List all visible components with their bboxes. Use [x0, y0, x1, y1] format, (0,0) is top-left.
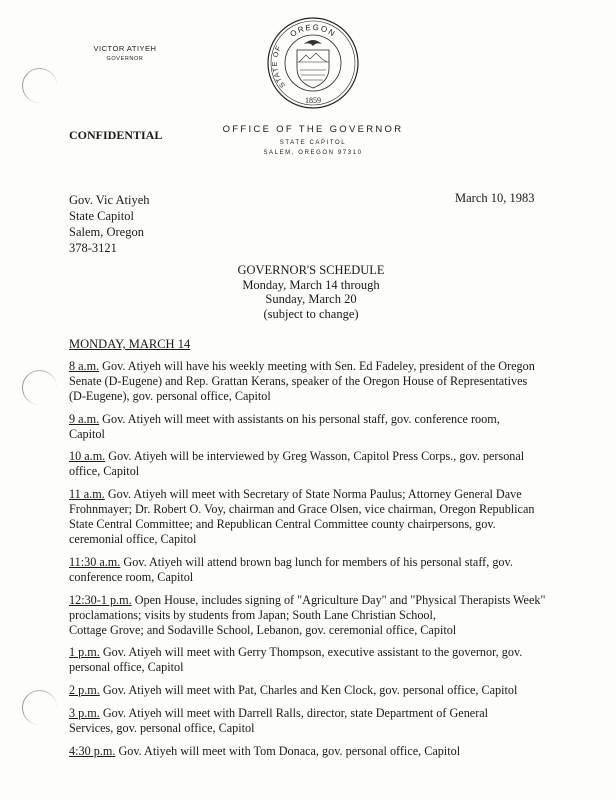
entry-time: 11 a.m. — [69, 487, 105, 501]
schedule-entry — [69, 449, 569, 479]
entry-time: 4:30 p.m. — [69, 744, 116, 758]
entry-text: Gov. Atiyeh will meet with Pat, Charles and Ken Clock, gov. personal office, Capitol — [102, 683, 518, 697]
svg-text:STATE OF — [272, 44, 287, 88]
seal-top-text: OREGON — [288, 22, 338, 39]
letter-date: March 10, 1983 — [455, 191, 535, 205]
office-title: OFFICE OF THE GOVERNOR — [222, 124, 404, 135]
entry-time: 8 a.m. — [69, 359, 100, 373]
binder-hole-mark — [22, 68, 57, 103]
schedule-entry — [69, 487, 569, 547]
entry-text: (D-Eugene), gov. personal office, Capitol — [69, 389, 271, 403]
entry-text: conference room, Capitol — [69, 570, 194, 584]
entry-text: personal office, Capitol — [69, 660, 184, 674]
schedule-entry — [69, 593, 569, 638]
entry-time: 1 p.m. — [69, 645, 100, 659]
entry-text: Gov. Atiyeh will meet with Secretary of State Norma Paulus; Attorney General Dave — [107, 487, 522, 501]
entry-text: Gov. Atiyeh will have his weekly meeting with Sen. Ed Fadeley, president of the Oregon — [102, 359, 535, 373]
confidential-label: CONFIDENTIAL — [69, 128, 163, 142]
schedule-entry — [69, 706, 569, 736]
schedule-header — [176, 263, 446, 321]
entry-time: 11:30 a.m. — [69, 555, 121, 569]
schedule-entry — [69, 412, 569, 442]
office-city: SALEM, OREGON 97310 — [263, 150, 363, 156]
entry-text: Gov. Atiyeh will meet with Gerry Thompson, executive assistant to the governor, gov. — [102, 645, 523, 659]
entry-text: Frohnmayer; Dr. Robert O. Voy, chairman and Grace Olsen, vice chairman, Oregon Republican — [69, 502, 535, 516]
state-seal-icon — [266, 16, 360, 110]
svg-text:OREGON — [288, 23, 337, 39]
binder-hole-mark — [22, 370, 57, 405]
governor-title: GOVERNOR — [106, 56, 144, 62]
governor-name: VICTOR ATIYEH — [93, 44, 157, 53]
entry-text: Services, gov. personal office, Capitol — [69, 721, 255, 735]
entry-time: 9 a.m. — [69, 412, 100, 426]
schedule-entry — [69, 645, 569, 675]
entry-text: Gov. Atiyeh will attend brown bag lunch for members of his personal staff, gov. — [123, 555, 513, 569]
entry-text: Open House, includes signing of "Agriculture Day" and "Physical Therapists Week" — [134, 593, 546, 607]
schedule-range-start: Monday, March 14 through — [242, 277, 380, 292]
entry-text: Gov. Atiyeh will meet with Darrell Ralls, director, state Department of General — [102, 706, 489, 720]
entry-time: 3 p.m. — [69, 706, 100, 720]
address-line: Salem, Oregon — [69, 225, 144, 239]
entry-text: ceremonial office, Capitol — [69, 532, 197, 546]
office-building: STATE CAPITOL — [279, 140, 347, 146]
address-line: 378-3121 — [69, 241, 117, 255]
address-line: State Capitol — [69, 209, 134, 223]
entry-time: 12:30-1 p.m. — [69, 593, 132, 607]
binder-hole-mark — [22, 690, 57, 725]
entry-text: Gov. Atiyeh will meet with Tom Donaca, gov. personal office, Capitol — [118, 744, 461, 758]
schedule-title: GOVERNOR'S SCHEDULE — [237, 263, 385, 277]
schedule-entry — [69, 359, 569, 404]
seal-year: 1859 — [305, 96, 321, 105]
schedule-entry — [69, 683, 569, 698]
entry-time: 2 p.m. — [69, 683, 100, 697]
entry-text: Senate (D-Eugene) and Rep. Grattan Kerans, speaker of the Oregon House of Representatives — [69, 374, 528, 388]
schedule-entry — [69, 744, 569, 759]
schedule-note: (subject to change) — [263, 306, 359, 321]
address-line: Gov. Vic Atiyeh — [69, 193, 150, 207]
entry-text: Gov. Atiyeh will be interviewed by Greg Wasson, Capitol Press Corps., gov. personal — [108, 449, 525, 463]
entry-text: proclamations; visits by students from Japan; South Lane Christian School, — [69, 608, 436, 622]
entry-text: Gov. Atiyeh will meet with assistants on his personal staff, gov. conference room, — [102, 412, 500, 426]
seal-side-text: STATE OF — [272, 44, 287, 89]
schedule-range-end: Sunday, March 20 — [265, 292, 357, 306]
entry-text: Capitol — [69, 427, 105, 441]
entry-text: State Central Committee; and Republican Central Committee county chairpersons, gov. — [69, 517, 496, 531]
entry-text: Cottage Grove; and Sodaville School, Lebanon, gov. ceremonial office, Capitol — [69, 623, 457, 637]
entry-text: office, Capitol — [69, 464, 140, 478]
address-block — [69, 192, 150, 256]
day-heading: MONDAY, MARCH 14 — [69, 337, 191, 351]
schedule-entry — [69, 555, 569, 585]
entry-time: 10 a.m. — [69, 449, 106, 463]
